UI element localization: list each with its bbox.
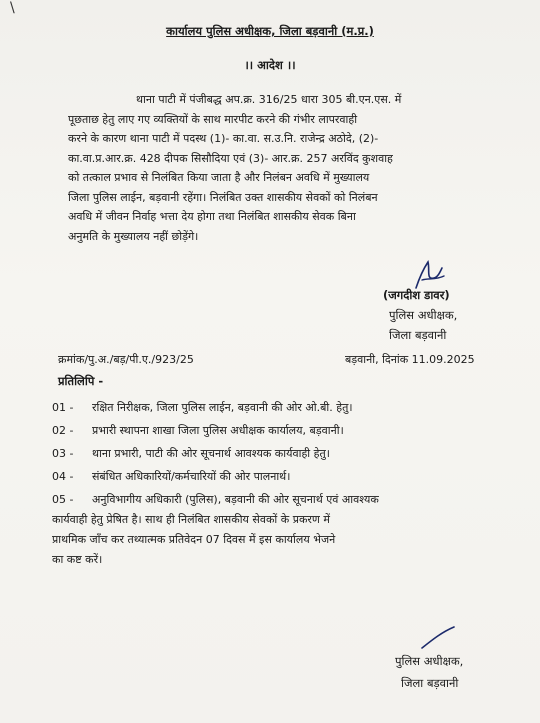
copy-text: प्रभारी स्थापना शाखा जिला पुलिस अधीक्षक कार्यालय, बड़वानी।: [92, 424, 344, 437]
copy-number: 03 -: [52, 447, 74, 460]
bottom-district: जिला बड़वानी: [401, 676, 459, 690]
copy-text: कार्यवाही हेतु प्रेषित है। साथ ही निलंबित शासकीय सेवकों के प्रकरण में: [52, 513, 330, 526]
copy-number: 01 -: [52, 401, 74, 414]
signatory-district: जिला बड़वानी: [389, 328, 447, 342]
copy-number: 02 -: [52, 424, 74, 437]
copy-text: संबंधित अधिकारियों/कर्मचारियों की ओर पालनार्थ।: [92, 470, 291, 483]
signatory-designation: पुलिस अधीक्षक,: [389, 308, 458, 322]
copy-item: [52, 421, 522, 444]
copy-text: अनुविभागीय अधिकारी (पुलिस), बड़वानी की ओर सूचनार्थ एवं आवश्यक: [92, 493, 379, 506]
corner-mark: \: [10, 0, 15, 16]
order-body: [68, 90, 520, 246]
body-line: का.वा.प्र.आर.क्र. 428 दीपक सिसौदिया एवं (3)- आर.क्र. 257 अरविंद कुशवाह: [68, 151, 393, 165]
office-title: कार्यालय पुलिस अधीक्षक, जिला बड़वानी (म.प्र.): [166, 24, 374, 38]
copy-heading: प्रतिलिपि -: [58, 374, 104, 388]
copy-number: 04 -: [52, 470, 74, 483]
copy-number: 05 -: [52, 493, 74, 506]
body-line: अवधि में जीवन निर्वाह भत्ता देय होगा तथा निलंबित शासकीय सेवक बिना: [68, 210, 356, 223]
copy-text: प्राथमिक जाँच कर तथ्यात्मक प्रतिवेदन 07 दिवस में इस कार्यालय भेजने: [52, 533, 336, 546]
copy-item: [52, 444, 522, 467]
bottom-signatory-block: [395, 650, 463, 694]
copy-item: [52, 398, 522, 421]
signatory-name: (जगदीश डावर): [383, 288, 450, 302]
reference-number: क्रमांक/पु.अ./बड़/पी.ए./923/25: [58, 353, 194, 366]
place-date: बड़वानी, दिनांक 11.09.2025: [345, 353, 475, 366]
body-line: जिला पुलिस लाईन, बड़वानी रहेंगा। निलंबित उक्त शासकीय सेवकों को निलंबन: [68, 190, 378, 204]
body-line: करने के कारण थाना पाटी में पदस्थ (1)- का.वा. स.उ.नि. राजेन्द्र अठोदे, (2)-: [68, 132, 379, 145]
copy-text: का कष्ट करें।: [52, 553, 103, 566]
copy-item: [52, 467, 522, 490]
signatory-block: [383, 285, 457, 345]
copy-list: [52, 398, 522, 570]
body-line: अनुमति के मुख्यालय नहीं छोड़ेंगे।: [68, 229, 199, 243]
office-header: [0, 24, 540, 39]
copy-text: थाना प्रभारी, पाटी की ओर सूचनार्थ आवश्यक कार्यवाही हेतु।: [92, 447, 330, 460]
signature-stroke: [418, 624, 458, 652]
body-line: को तत्काल प्रभाव से निलंबित किया जाता है और निलंबन अवधि में मुख्यालय: [68, 171, 370, 184]
copy-text: रक्षित निरीक्षक, जिला पुलिस लाईन, बड़वानी की ओर ओ.बी. हेतु।: [92, 401, 353, 414]
copy-item: [52, 490, 522, 570]
body-line: पूछताछ हेतु लाए गए व्यक्तियों के साथ मारपीट करने की गंभीर लापरवाही: [68, 112, 358, 126]
order-heading: ।। आदेश ।।: [244, 58, 296, 72]
bottom-designation: पुलिस अधीक्षक,: [395, 654, 464, 668]
body-line: थाना पाटी में पंजीबद्ध अप.क्र. 316/25 धारा 305 बी.एन.एस. में: [136, 93, 402, 106]
